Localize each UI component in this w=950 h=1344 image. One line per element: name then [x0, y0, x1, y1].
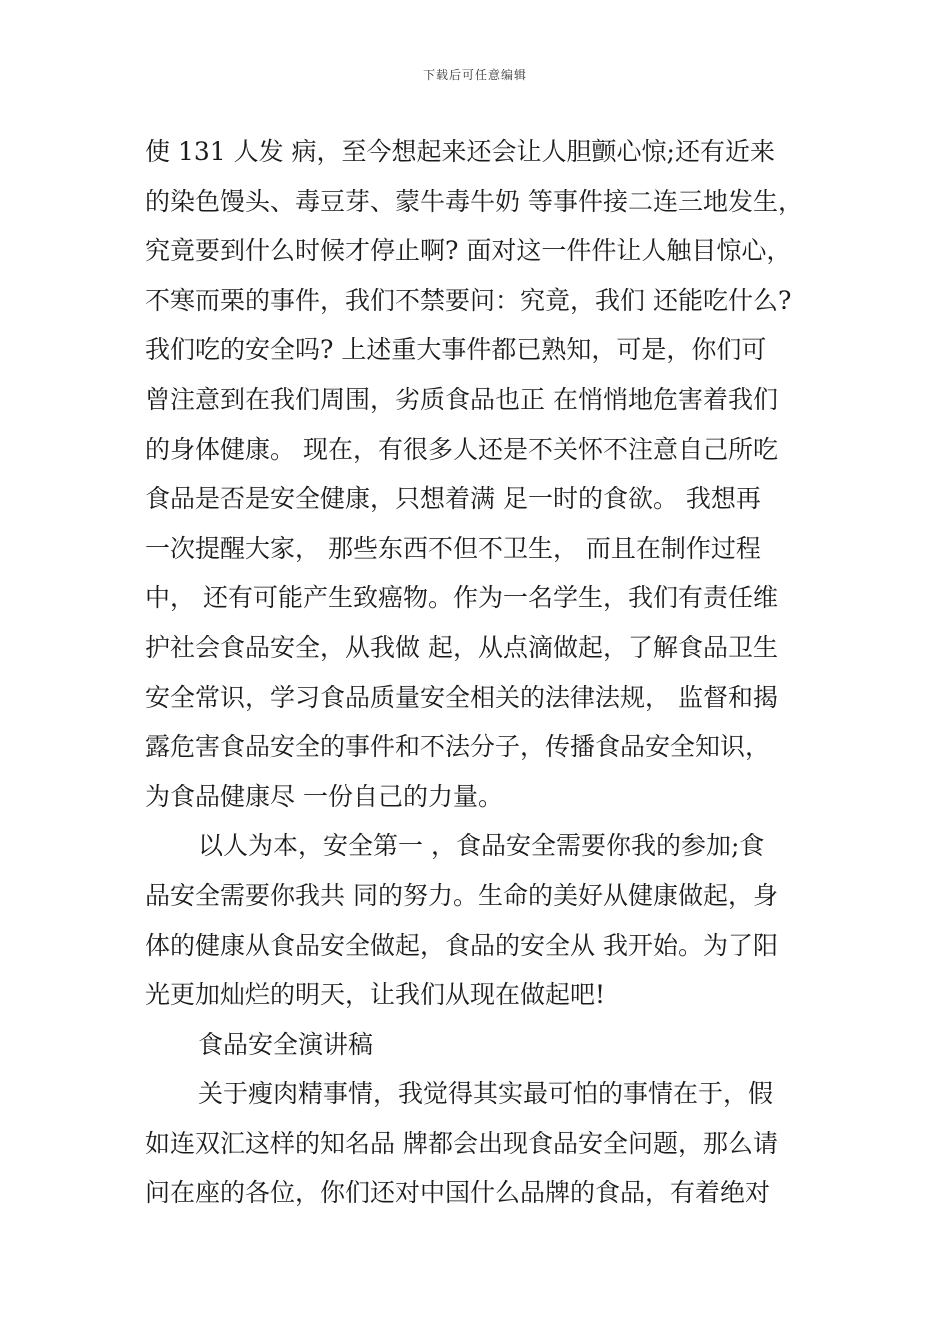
text-line: 如连双汇这样的知名品 牌都会出现食品安全问题，那么请 [145, 1128, 778, 1158]
text-line: 体的健康从食品安全做起，食品的安全从 我开始。为了阳 [145, 930, 778, 960]
text-line: 不寒而栗的事件，我们不禁要问：究竟，我们 还能吃什么? [145, 285, 792, 315]
text-line: 问在座的各位，你们还对中国什么品牌的食品，有着绝对 [145, 1178, 771, 1208]
text-line: 使 131 人发 病，至今想起来还会让人胆颤心惊;还有近来 [145, 137, 775, 166]
document-body [145, 127, 845, 1218]
text-line: 为食品健康尽 一份自己的力量。 [145, 781, 503, 811]
text-line: 一次提醒大家， 那些东西不但不卫生， 而且在制作过程 [145, 533, 761, 563]
text-line: 的染色馒头、毒豆芽、蒙牛毒牛奶 等事件接二连三地发生， [145, 186, 803, 216]
text-line: 究竟要到什么时候才停止啊? 面对这一件件让人触目惊心， [145, 236, 792, 266]
text-line: 中， 还有可能产生致癌物。作为一名学生，我们有责任维 [145, 583, 778, 613]
page-header: 下载后可任意编辑 [422, 68, 527, 82]
paragraph-start-line: 关于瘦肉精事情，我觉得其实最可怕的事情在于，假 [198, 1079, 774, 1109]
section-title: 食品安全演讲稿 [198, 1029, 374, 1059]
text-line: 露危害食品安全的事件和不法分子，传播食品安全知识， [145, 732, 771, 762]
text-line: 安全常识，学习食品质量安全相关的法律法规， 监督和揭 [145, 682, 778, 712]
paragraph-start-line: 以人为本，安全第一 ，食品安全需要你我的参加;食 [198, 831, 765, 861]
text-line: 光更加灿烂的明天，让我们从现在做起吧! [145, 980, 606, 1010]
text-line: 的身体健康。 现在，有很多人还是不关怀不注意自己所吃 [145, 434, 778, 464]
text-line: 食品是否是安全健康，只想着满 足一时的食欲。 我想再 [145, 484, 761, 514]
text-line: 护社会食品安全，从我做 起，从点滴做起，了解食品卫生 [145, 632, 778, 662]
text-line: 曾注意到在我们周围，劣质食品也正 在悄悄地危害着我们 [145, 384, 778, 414]
text-line: 品安全需要你我共 同的努力。生命的美好从健康做起，身 [145, 880, 778, 910]
text-line: 我们吃的安全吗? 上述重大事件都已熟知，可是，你们可 [145, 335, 767, 365]
